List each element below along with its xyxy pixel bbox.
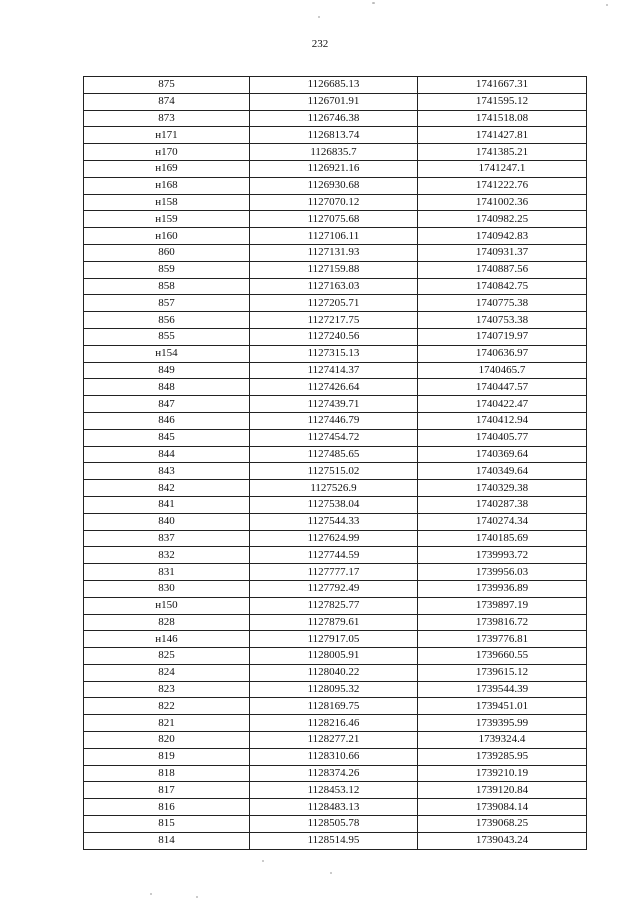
point-id-cell: 841 [84, 496, 250, 513]
y-coordinate-cell: 1740405.77 [418, 429, 587, 446]
x-coordinate-cell: 1127515.02 [250, 463, 418, 480]
y-coordinate-cell: 1739897.19 [418, 597, 587, 614]
table-row [84, 614, 587, 631]
y-coordinate-cell: 1739776.81 [418, 631, 587, 648]
scan-speck [606, 4, 608, 6]
table-row [84, 379, 587, 396]
point-id-cell: н158 [84, 194, 250, 211]
y-coordinate-cell: 1741385.21 [418, 144, 587, 161]
point-id-cell: 843 [84, 463, 250, 480]
table-row [84, 530, 587, 547]
table-row [84, 278, 587, 295]
table-row [84, 832, 587, 849]
x-coordinate-cell: 1128514.95 [250, 832, 418, 849]
point-id-cell: 875 [84, 77, 250, 94]
point-id-cell: 825 [84, 648, 250, 665]
point-id-cell: 844 [84, 446, 250, 463]
table-row [84, 664, 587, 681]
y-coordinate-cell: 1741002.36 [418, 194, 587, 211]
x-coordinate-cell: 1126930.68 [250, 177, 418, 194]
y-coordinate-cell: 1739068.25 [418, 816, 587, 833]
x-coordinate-cell: 1127917.05 [250, 631, 418, 648]
y-coordinate-cell: 1739544.39 [418, 681, 587, 698]
point-id-cell: 824 [84, 664, 250, 681]
table-row [84, 480, 587, 497]
y-coordinate-cell: 1739615.12 [418, 664, 587, 681]
x-coordinate-cell: 1127526.9 [250, 480, 418, 497]
x-coordinate-cell: 1127240.56 [250, 328, 418, 345]
table-row [84, 681, 587, 698]
x-coordinate-cell: 1127792.49 [250, 580, 418, 597]
point-id-cell: 822 [84, 698, 250, 715]
table-row [84, 564, 587, 581]
point-id-cell: 857 [84, 295, 250, 312]
y-coordinate-cell: 1739324.4 [418, 732, 587, 749]
table-row [84, 362, 587, 379]
x-coordinate-cell: 1128505.78 [250, 816, 418, 833]
table-row [84, 496, 587, 513]
point-id-cell: 874 [84, 93, 250, 110]
table-row [84, 77, 587, 94]
x-coordinate-cell: 1128040.22 [250, 664, 418, 681]
x-coordinate-cell: 1127744.59 [250, 547, 418, 564]
y-coordinate-cell: 1739120.84 [418, 782, 587, 799]
table-row [84, 261, 587, 278]
table-row [84, 345, 587, 362]
table-row [84, 597, 587, 614]
y-coordinate-cell: 1739043.24 [418, 832, 587, 849]
point-id-cell: н160 [84, 228, 250, 245]
x-coordinate-cell: 1128005.91 [250, 648, 418, 665]
x-coordinate-cell: 1126746.38 [250, 110, 418, 127]
point-id-cell: 814 [84, 832, 250, 849]
y-coordinate-cell: 1740887.56 [418, 261, 587, 278]
table-row [84, 799, 587, 816]
point-id-cell: 816 [84, 799, 250, 816]
point-id-cell: 847 [84, 396, 250, 413]
point-id-cell: 837 [84, 530, 250, 547]
table-row [84, 698, 587, 715]
point-id-cell: н169 [84, 160, 250, 177]
table-row [84, 211, 587, 228]
y-coordinate-cell: 1740775.38 [418, 295, 587, 312]
x-coordinate-cell: 1128216.46 [250, 715, 418, 732]
point-id-cell: 873 [84, 110, 250, 127]
x-coordinate-cell: 1128374.26 [250, 765, 418, 782]
point-id-cell: 832 [84, 547, 250, 564]
point-id-cell: н154 [84, 345, 250, 362]
point-id-cell: 842 [84, 480, 250, 497]
y-coordinate-cell: 1739210.19 [418, 765, 587, 782]
y-coordinate-cell: 1739084.14 [418, 799, 587, 816]
y-coordinate-cell: 1740287.38 [418, 496, 587, 513]
y-coordinate-cell: 1740931.37 [418, 244, 587, 261]
coordinates-table-body [84, 77, 587, 850]
x-coordinate-cell: 1127070.12 [250, 194, 418, 211]
table-row [84, 160, 587, 177]
point-id-cell: 831 [84, 564, 250, 581]
table-row [84, 446, 587, 463]
x-coordinate-cell: 1128277.21 [250, 732, 418, 749]
x-coordinate-cell: 1127217.75 [250, 312, 418, 329]
point-id-cell: 820 [84, 732, 250, 749]
x-coordinate-cell: 1127106.11 [250, 228, 418, 245]
table-row [84, 429, 587, 446]
y-coordinate-cell: 1741595.12 [418, 93, 587, 110]
x-coordinate-cell: 1126685.13 [250, 77, 418, 94]
scan-speck [330, 872, 332, 874]
point-id-cell: н146 [84, 631, 250, 648]
table-row [84, 412, 587, 429]
x-coordinate-cell: 1127163.03 [250, 278, 418, 295]
table-row [84, 547, 587, 564]
y-coordinate-cell: 1740842.75 [418, 278, 587, 295]
x-coordinate-cell: 1127454.72 [250, 429, 418, 446]
x-coordinate-cell: 1127426.64 [250, 379, 418, 396]
table-row [84, 765, 587, 782]
point-id-cell: 858 [84, 278, 250, 295]
table-row [84, 631, 587, 648]
point-id-cell: 855 [84, 328, 250, 345]
x-coordinate-cell: 1127131.93 [250, 244, 418, 261]
x-coordinate-cell: 1126921.16 [250, 160, 418, 177]
point-id-cell: 848 [84, 379, 250, 396]
y-coordinate-cell: 1740719.97 [418, 328, 587, 345]
point-id-cell: 840 [84, 513, 250, 530]
x-coordinate-cell: 1127446.79 [250, 412, 418, 429]
scan-speck [372, 2, 375, 4]
x-coordinate-cell: 1128483.13 [250, 799, 418, 816]
point-id-cell: 856 [84, 312, 250, 329]
page-number: 232 [311, 38, 329, 50]
y-coordinate-cell: 1740274.34 [418, 513, 587, 530]
y-coordinate-cell: 1740412.94 [418, 412, 587, 429]
y-coordinate-cell: 1740753.38 [418, 312, 587, 329]
y-coordinate-cell: 1741247.1 [418, 160, 587, 177]
point-id-cell: 823 [84, 681, 250, 698]
x-coordinate-cell: 1127159.88 [250, 261, 418, 278]
table-row [84, 328, 587, 345]
y-coordinate-cell: 1740465.7 [418, 362, 587, 379]
x-coordinate-cell: 1127485.65 [250, 446, 418, 463]
x-coordinate-cell: 1127075.68 [250, 211, 418, 228]
point-id-cell: н168 [84, 177, 250, 194]
table-row [84, 463, 587, 480]
point-id-cell: н150 [84, 597, 250, 614]
table-row [84, 194, 587, 211]
point-id-cell: н170 [84, 144, 250, 161]
point-id-cell: 860 [84, 244, 250, 261]
table-row [84, 228, 587, 245]
table-row [84, 144, 587, 161]
point-id-cell: 846 [84, 412, 250, 429]
table-row [84, 177, 587, 194]
point-id-cell: 845 [84, 429, 250, 446]
y-coordinate-cell: 1739936.89 [418, 580, 587, 597]
y-coordinate-cell: 1740447.57 [418, 379, 587, 396]
y-coordinate-cell: 1740329.38 [418, 480, 587, 497]
point-id-cell: 859 [84, 261, 250, 278]
scan-speck [262, 860, 264, 862]
point-id-cell: 849 [84, 362, 250, 379]
point-id-cell: 819 [84, 748, 250, 765]
table-row [84, 648, 587, 665]
table-row [84, 513, 587, 530]
table-row [84, 816, 587, 833]
y-coordinate-cell: 1739956.03 [418, 564, 587, 581]
scan-speck [196, 896, 198, 898]
table-row [84, 127, 587, 144]
point-id-cell: 828 [84, 614, 250, 631]
table-row [84, 295, 587, 312]
table-row [84, 93, 587, 110]
point-id-cell: 818 [84, 765, 250, 782]
y-coordinate-cell: 1740982.25 [418, 211, 587, 228]
y-coordinate-cell: 1740942.83 [418, 228, 587, 245]
coordinates-table [83, 76, 587, 850]
x-coordinate-cell: 1126813.74 [250, 127, 418, 144]
y-coordinate-cell: 1741222.76 [418, 177, 587, 194]
table-row [84, 748, 587, 765]
point-id-cell: н159 [84, 211, 250, 228]
x-coordinate-cell: 1126701.91 [250, 93, 418, 110]
y-coordinate-cell: 1740636.97 [418, 345, 587, 362]
x-coordinate-cell: 1127538.04 [250, 496, 418, 513]
point-id-cell: 815 [84, 816, 250, 833]
x-coordinate-cell: 1127414.37 [250, 362, 418, 379]
point-id-cell: 817 [84, 782, 250, 799]
table-row [84, 715, 587, 732]
y-coordinate-cell: 1739660.55 [418, 648, 587, 665]
y-coordinate-cell: 1740369.64 [418, 446, 587, 463]
x-coordinate-cell: 1128095.32 [250, 681, 418, 698]
x-coordinate-cell: 1127544.33 [250, 513, 418, 530]
x-coordinate-cell: 1126835.7 [250, 144, 418, 161]
y-coordinate-cell: 1741427.81 [418, 127, 587, 144]
table-row [84, 580, 587, 597]
table-row [84, 312, 587, 329]
y-coordinate-cell: 1740185.69 [418, 530, 587, 547]
table-row [84, 732, 587, 749]
point-id-cell: н171 [84, 127, 250, 144]
x-coordinate-cell: 1127439.71 [250, 396, 418, 413]
x-coordinate-cell: 1127624.99 [250, 530, 418, 547]
y-coordinate-cell: 1739451.01 [418, 698, 587, 715]
x-coordinate-cell: 1128169.75 [250, 698, 418, 715]
y-coordinate-cell: 1739993.72 [418, 547, 587, 564]
y-coordinate-cell: 1739395.99 [418, 715, 587, 732]
y-coordinate-cell: 1739285.95 [418, 748, 587, 765]
x-coordinate-cell: 1127205.71 [250, 295, 418, 312]
table-row [84, 782, 587, 799]
x-coordinate-cell: 1127777.17 [250, 564, 418, 581]
scan-speck [318, 16, 320, 18]
table-row [84, 244, 587, 261]
x-coordinate-cell: 1128453.12 [250, 782, 418, 799]
table-row [84, 396, 587, 413]
point-id-cell: 821 [84, 715, 250, 732]
y-coordinate-cell: 1740349.64 [418, 463, 587, 480]
point-id-cell: 830 [84, 580, 250, 597]
x-coordinate-cell: 1127879.61 [250, 614, 418, 631]
x-coordinate-cell: 1127825.77 [250, 597, 418, 614]
scan-speck [150, 893, 152, 895]
y-coordinate-cell: 1741518.08 [418, 110, 587, 127]
y-coordinate-cell: 1740422.47 [418, 396, 587, 413]
x-coordinate-cell: 1128310.66 [250, 748, 418, 765]
y-coordinate-cell: 1739816.72 [418, 614, 587, 631]
x-coordinate-cell: 1127315.13 [250, 345, 418, 362]
table-row [84, 110, 587, 127]
y-coordinate-cell: 1741667.31 [418, 77, 587, 94]
